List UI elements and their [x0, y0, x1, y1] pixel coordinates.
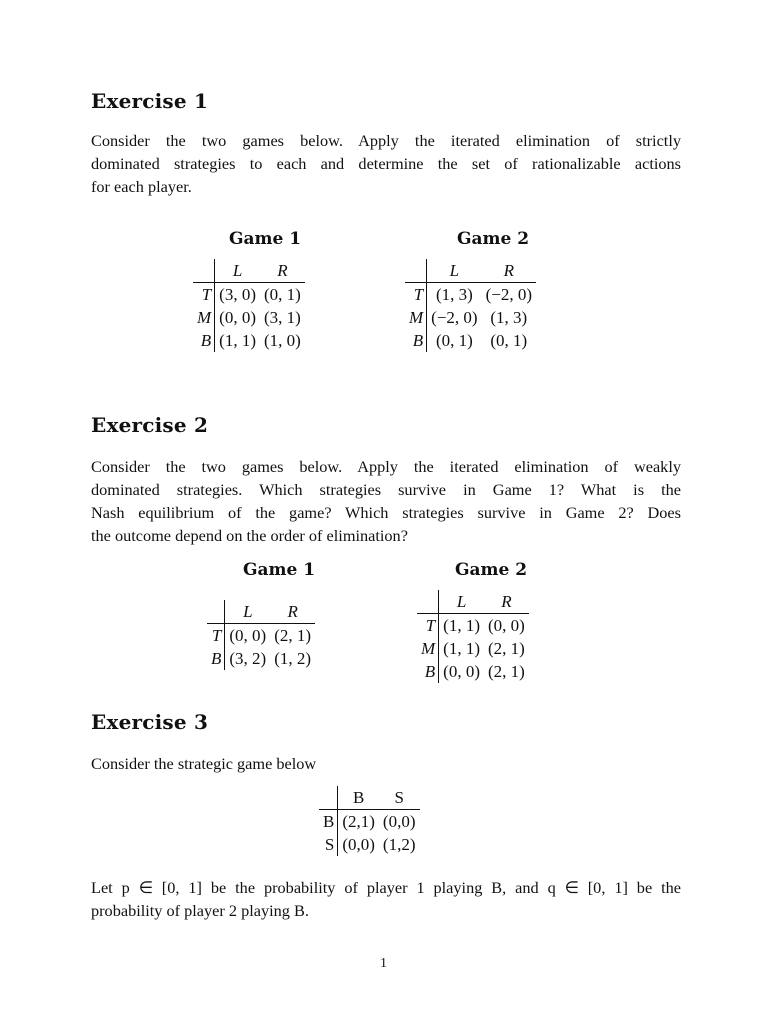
payoff-cell: (2,1): [342, 812, 375, 831]
payoff-cell: (0, 0): [219, 308, 256, 327]
ex2-game1-title: Game 1: [243, 560, 316, 580]
col-header: B: [338, 786, 379, 810]
payoff-cell: (0, 1): [435, 331, 473, 350]
page-number: 1: [380, 956, 387, 971]
payoff-cell: (1, 0): [264, 331, 301, 350]
col-header: R: [484, 590, 529, 614]
payoff-cell: (3, 2): [229, 649, 267, 668]
row-label: B: [417, 660, 439, 683]
exercise-2-title: Exercise 2: [91, 413, 209, 437]
exercise-1-title: Exercise 1: [91, 89, 209, 113]
payoff-cell: (2, 1): [274, 626, 312, 645]
row-label: T: [405, 283, 427, 307]
payoff-cell: (2, 1): [488, 639, 525, 658]
col-header: L: [427, 259, 482, 283]
exercise-3-title: Exercise 3: [91, 710, 209, 734]
ex1-game1-title: Game 1: [229, 229, 302, 249]
payoff-cell: (1, 1): [219, 331, 256, 350]
text-line: Consider the strategic game below: [91, 754, 317, 773]
payoff-cell: (1, 3): [490, 308, 528, 327]
row-label: M: [417, 637, 439, 660]
payoff-cell: (3, 1): [264, 308, 301, 327]
payoff-cell: (0, 0): [488, 616, 525, 635]
text-line: Consider the two games below. Apply the iterated elimination of strictly: [91, 131, 681, 150]
col-header: S: [379, 786, 420, 810]
payoff-cell: (1, 3): [435, 285, 473, 304]
exercise-1-text: [91, 129, 681, 198]
row-label: T: [193, 283, 215, 307]
payoff-cell: (−2, 0): [485, 285, 533, 304]
col-header: L: [225, 600, 270, 624]
row-label: T: [417, 614, 439, 638]
payoff-cell: (2, 1): [488, 662, 525, 681]
exercise-2-text: [91, 455, 681, 547]
payoff-cell: (1, 2): [274, 649, 312, 668]
text-line: the outcome depend on the order of elimination?: [91, 526, 408, 545]
ex2-game2-table: [417, 590, 529, 683]
exercise-3-intro: [91, 752, 681, 775]
text-line: Let p ∈ [0, 1] be the probability of player 1 playing B, and q ∈ [0, 1] be the: [91, 878, 681, 897]
text-line: for each player.: [91, 177, 192, 196]
document-page: [91, 0, 681, 1024]
payoff-cell: (1,2): [382, 835, 416, 854]
ex2-game2-title: Game 2: [455, 560, 528, 580]
text-line: dominated strategies to each and determine the set of rationalizable actions: [91, 154, 681, 173]
ex1-game2-title: Game 2: [457, 229, 530, 249]
ex1-game2-table: [405, 259, 536, 352]
payoff-cell: (−2, 0): [431, 308, 478, 327]
row-label: M: [405, 306, 427, 329]
ex3-game-table: [319, 786, 420, 856]
payoff-cell: (0, 0): [229, 626, 267, 645]
payoff-cell: (1, 1): [443, 616, 480, 635]
row-label: B: [207, 647, 225, 670]
payoff-cell: (0,0): [382, 812, 416, 831]
col-header: L: [215, 259, 260, 283]
text-line: Consider the two games below. Apply the iterated elimination of weakly: [91, 457, 681, 476]
col-header: L: [439, 590, 484, 614]
ex2-game1-table: [207, 600, 315, 670]
payoff-cell: (1, 1): [443, 639, 480, 658]
payoff-cell: (0,0): [342, 835, 375, 854]
text-line: dominated strategies. Which strategies survive in Game 1? What is the: [91, 480, 681, 499]
row-label: S: [319, 833, 338, 856]
col-header: R: [270, 600, 315, 624]
payoff-cell: (3, 0): [219, 285, 256, 304]
row-label: B: [193, 329, 215, 352]
col-header: R: [260, 259, 305, 283]
row-label: B: [319, 810, 338, 834]
row-label: M: [193, 306, 215, 329]
text-line: probability of player 2 playing B.: [91, 901, 309, 920]
payoff-cell: (0, 0): [443, 662, 480, 681]
ex1-game1-table: [193, 259, 305, 352]
text-line: Nash equilibrium of the game? Which strategies survive in Game 2? Does: [91, 503, 681, 522]
row-label: T: [207, 624, 225, 648]
col-header: R: [482, 259, 536, 283]
payoff-cell: (0, 1): [490, 331, 528, 350]
row-label: B: [405, 329, 427, 352]
exercise-3-text: [91, 876, 681, 922]
payoff-cell: (0, 1): [264, 285, 301, 304]
